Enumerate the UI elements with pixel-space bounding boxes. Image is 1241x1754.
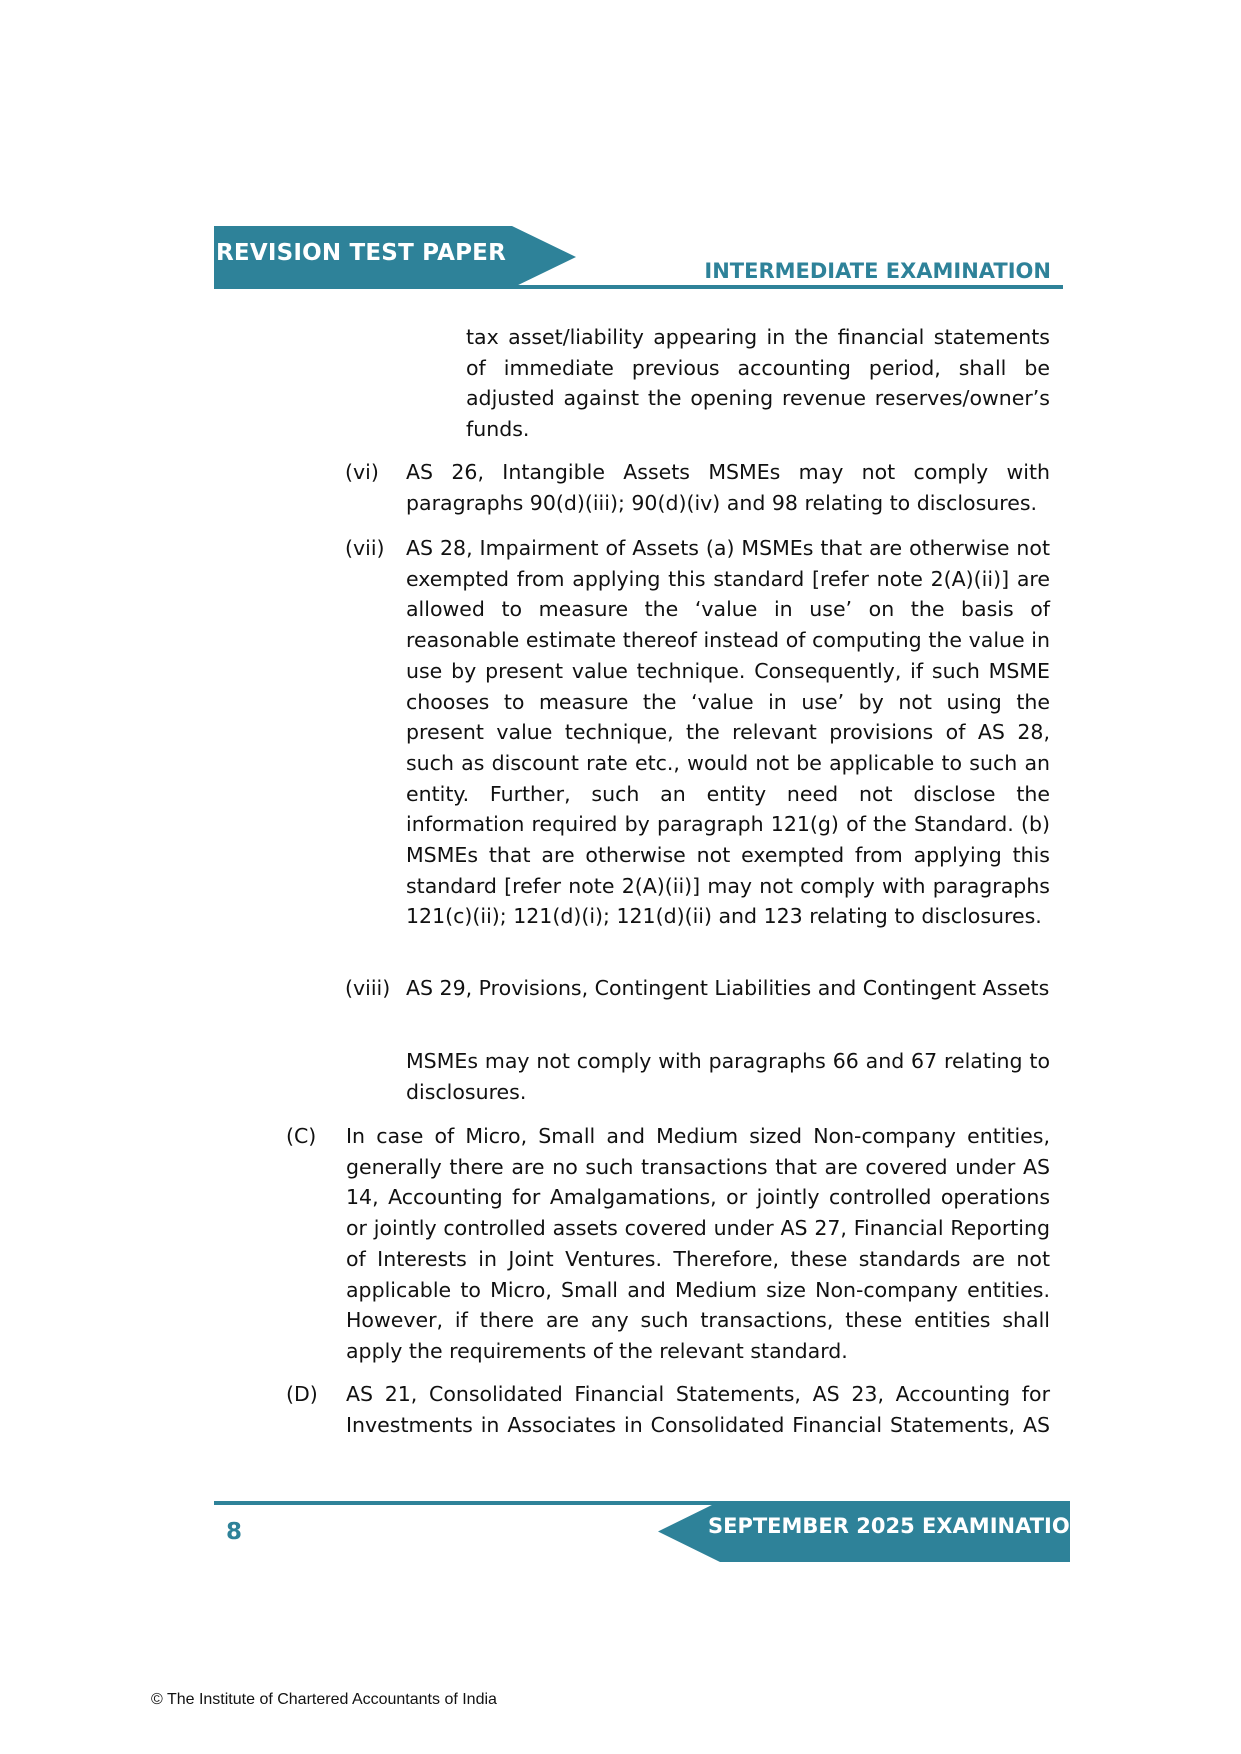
footer-divider	[214, 1501, 724, 1505]
item-vii-text: AS 28, Impairment of Assets (a) MSMEs that are otherwise not exempted from applying this standard [refer note 2(A)(ii)] are allowed to measure the ‘value in use’ on the basis of reasonable estimate thereof instead of computing the value in use by present value technique. Consequently, if such MSME chooses to measure the ‘value in use’ by not using the present value technique, the relevant provisions of AS 28, such as discount rate etc., would not be applicable to such an entity. Further, such an entity need not disclose the information required by paragraph 121(g) of the Standard. (b) MSMEs that are otherwise not exempted from applying this standard [refer note 2(A)(ii)] may not comply with paragraphs 121(c)(ii); 121(d)(i); 121(d)(ii) and 123 relating to disclosures.	[406, 536, 1050, 929]
item-viii-note: MSMEs may not comply with paragraphs 66 and 67 relating to disclosures.	[406, 1049, 1050, 1104]
header-divider	[214, 285, 1063, 289]
page-number: 8	[226, 1519, 243, 1545]
header-exam-title: INTERMEDIATE EXAMINATION	[704, 259, 1051, 283]
item-c-marker: (C)	[286, 1124, 317, 1148]
footer-banner	[658, 1501, 1088, 1562]
item-vi-text: AS 26, Intangible Assets MSMEs may not comply with paragraphs 90(d)(iii); 90(d)(iv) and 98 relating to disclosures.	[406, 460, 1050, 515]
header-banner	[214, 226, 580, 288]
item-d-marker: (D)	[286, 1382, 318, 1406]
item-d-text: AS 21, Consolidated Financial Statements, AS 23, Accounting for Investments in Associates in Consolidated Financial Statements, AS	[346, 1382, 1050, 1437]
item-viii-text: AS 29, Provisions, Contingent Liabilities and Contingent Assets	[406, 976, 1050, 1000]
header-banner-title: REVISION TEST PAPER	[216, 240, 506, 266]
continuation-paragraph: tax asset/liability appearing in the financial statements of immediate previous accounting period, shall be adjusted against the opening revenue reserves/owner’s funds.	[466, 325, 1050, 442]
copyright-notice: © The Institute of Chartered Accountants of India	[151, 1691, 497, 1708]
item-viii-marker: (viii)	[345, 976, 391, 1000]
item-vi-marker: (vi)	[345, 460, 379, 484]
item-c-text: In case of Micro, Small and Medium sized Non-company entities, generally there are no such transactions that are covered under AS 14, Accounting for Amalgamations, or jointly controlled operations or jointly controlled assets covered under AS 27, Financial Reporting of Interests in Joint Ventures. Therefore, these standards are not applicable to Micro, Small and Medium size Non-company entities. However, if there are any such transactions, these entities shall apply the requirements of the relevant standard.	[346, 1124, 1050, 1363]
item-vii-marker: (vii)	[345, 536, 385, 560]
footer-exam-title: SEPTEMBER 2025 EXAMINATION	[708, 1514, 1088, 1538]
